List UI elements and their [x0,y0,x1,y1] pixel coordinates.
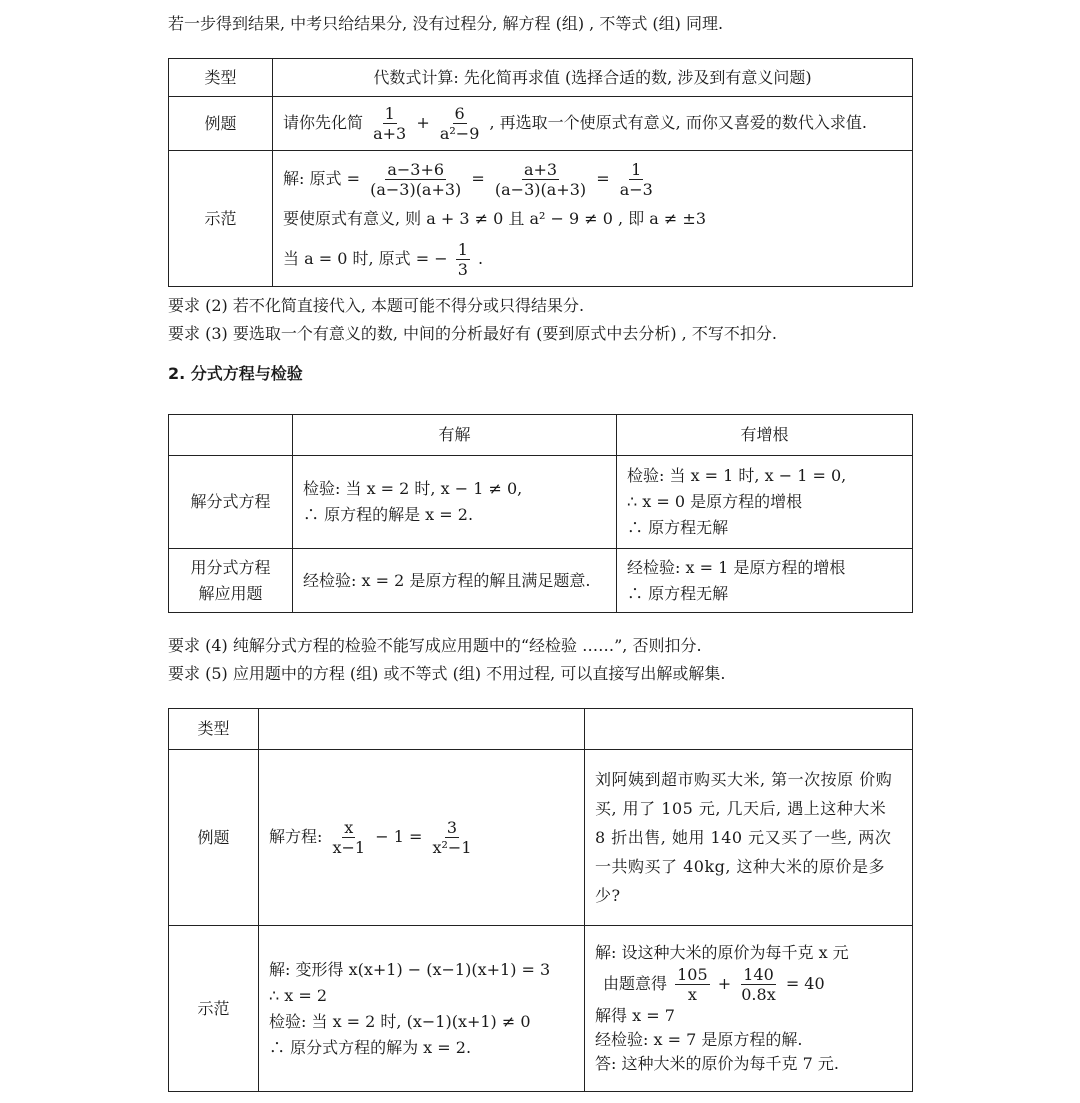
cell-line: ∴ 原方程无解 [627,583,729,603]
fraction-denominator: x−1 [332,838,366,857]
cell [293,456,617,549]
example-cell [273,97,913,151]
plus-sign: + [416,113,430,132]
demo-line-2: 要使原式有意义, 则 a + 3 ≠ 0 且 a² − 9 ≠ 0 , 即 a ≠ ±3 [283,208,707,228]
fraction [618,160,655,199]
table-row [169,549,913,613]
fraction-denominator: a²−9 [439,124,480,143]
cell-line: 检验: 当 x = 2 时, x − 1 ≠ 0, [303,479,523,498]
requirement-5: 要求 (5) 应用题中的方程 (组) 或不等式 (组) 不用过程, 可以直接写出解或解集. [168,664,726,683]
fraction-denominator: (a−3)(a+3) [370,179,462,199]
equation-middle: − 1 = [375,827,423,846]
cell-line: 检验: 当 x = 1 时, x − 1 = 0, [627,466,847,485]
fraction-denominator: a+3 [373,124,407,143]
requirement-3: 要求 (3) 要选取一个有意义的数, 中间的分析最好有 (要到原式中去分析) , 不写不扣分. [168,324,777,343]
cell-line: ∴ 原方程的解是 x = 2. [303,505,474,524]
cell-line: 经检验: x = 1 是原方程的增根 [627,557,846,577]
cell-line [595,965,902,1004]
type-label: 类型 [169,59,273,97]
equals-sign: = [471,168,485,188]
fraction-numerator: 1 [457,239,468,259]
cell [617,456,913,549]
example-word-problem: 刘阿姨到超市购买大米, 第一次按原 价购买, 用了 105 元, 几天后, 遇上这种大米 8 折出售, 她用 140 元又买了一些, 两次一共购买了 40kg, 这种大米的原价是多少? [585,750,913,926]
type-value: 代数式计算: 先化简再求值 (选择合适的数, 涉及到有意义问题) [273,59,913,97]
example-label: 例题 [169,97,273,151]
fraction [430,818,473,857]
cell-line: ∴ 原方程无解 [627,518,729,537]
fraction [331,818,368,857]
cell [617,549,913,613]
table-row [169,415,913,456]
fraction-numerator: a−3+6 [387,159,445,179]
fraction-denominator: (a−3)(a+3) [494,179,587,199]
example-prefix: 请你先化简 [283,113,364,132]
demo-label: 示范 [169,151,273,287]
table-row [169,926,913,1092]
fraction [438,104,482,143]
fraction-equation-table [168,414,913,613]
header-extraneous-root: 有增根 [617,415,913,456]
cell-line: 解: 变形得 x(x+1) − (x−1)(x+1) = 3 [269,959,551,979]
demo-label: 示范 [169,926,259,1092]
fraction-denominator: x²−1 [432,838,472,857]
row-label-line: 用分式方程 [190,557,271,577]
demo-line-1 [283,159,902,199]
table-row [169,59,913,97]
cell-line: 答: 这种大米的原价为每千克 7 元. [595,1054,839,1073]
fraction-numerator: 105 [677,965,708,984]
example-equation-cell [259,750,585,926]
table-row [169,750,913,926]
plus-sign: + [717,974,732,993]
cell-line: 解得 x = 7 [595,1006,675,1025]
section-2-title: 2. 分式方程与检验 [168,364,303,383]
fraction-denominator: x [687,985,697,1004]
fraction-numerator: a+3 [523,159,558,179]
fraction-denominator: a−3 [619,179,653,199]
cell-line: 经检验: x = 7 是原方程的解. [595,1030,803,1049]
demo-cell [273,151,913,287]
requirement-2: 要求 (2) 若不化简直接代入, 本题可能不得分或只得结果分. [168,296,585,315]
fraction-denominator: 0.8x [741,985,776,1004]
fraction-numerator: 3 [446,818,458,837]
fraction-numerator: x [344,818,354,837]
demo-line-3 [283,239,902,279]
cell-line: ∴ x = 0 是原方程的增根 [627,492,803,511]
algebra-table [168,58,913,287]
type-label: 类型 [169,709,259,750]
equals-sign: = [596,168,610,188]
example-label: 例题 [169,750,259,926]
cell-line: ∴ 原分式方程的解为 x = 2. [269,1037,472,1057]
table-row [169,151,913,287]
cell-line: ∴ x = 2 [269,985,328,1005]
demo-prefix: 解: 原式 = [283,168,360,188]
example-demo-table [168,708,913,1092]
row-label-word-problem [169,549,293,613]
demo-line-3-prefix: 当 a = 0 时, 原式 = − [283,248,448,268]
demo-left-cell [259,926,585,1092]
table-row [169,456,913,549]
table-row [169,709,913,750]
fraction [368,160,463,199]
header-has-solution: 有解 [293,415,617,456]
fraction [371,104,408,143]
cell [259,709,585,750]
header-blank [169,415,293,456]
cell [585,709,913,750]
cell-line: 解: 设这种大米的原价为每千克 x 元 [595,943,849,962]
intro-text: 若一步得到结果, 中考只给结果分, 没有过程分, 解方程 (组) , 不等式 (组) 同理. [168,14,724,33]
cell-line: 检验: 当 x = 2 时, (x−1)(x+1) ≠ 0 [269,1011,531,1031]
requirement-4: 要求 (4) 纯解分式方程的检验不能写成应用题中的“经检验 ……”, 否则扣分. [168,636,702,655]
fraction [675,965,710,1004]
table-row [169,97,913,151]
demo-right-cell [585,926,913,1092]
equation-prefix: 解方程: [269,827,323,846]
row-label-line: 解应用题 [198,583,263,603]
equation-prefix: 由题意得 [603,974,668,993]
fraction [493,160,588,199]
fraction-numerator: 1 [384,104,395,123]
fraction-numerator: 6 [454,104,465,123]
equation-suffix: = 40 [785,974,825,993]
cell: 经检验: x = 2 是原方程的解且满足题意. [293,549,617,613]
fraction-denominator: 3 [457,259,468,279]
fraction-numerator: 1 [631,159,642,179]
row-label-solve: 解分式方程 [169,456,293,549]
fraction [456,240,470,279]
fraction-numerator: 140 [743,965,774,984]
period: . [478,248,484,268]
fraction [739,965,777,1004]
example-suffix: , 再选取一个使原式有意义, 而你又喜爱的数代入求值. [489,113,867,132]
